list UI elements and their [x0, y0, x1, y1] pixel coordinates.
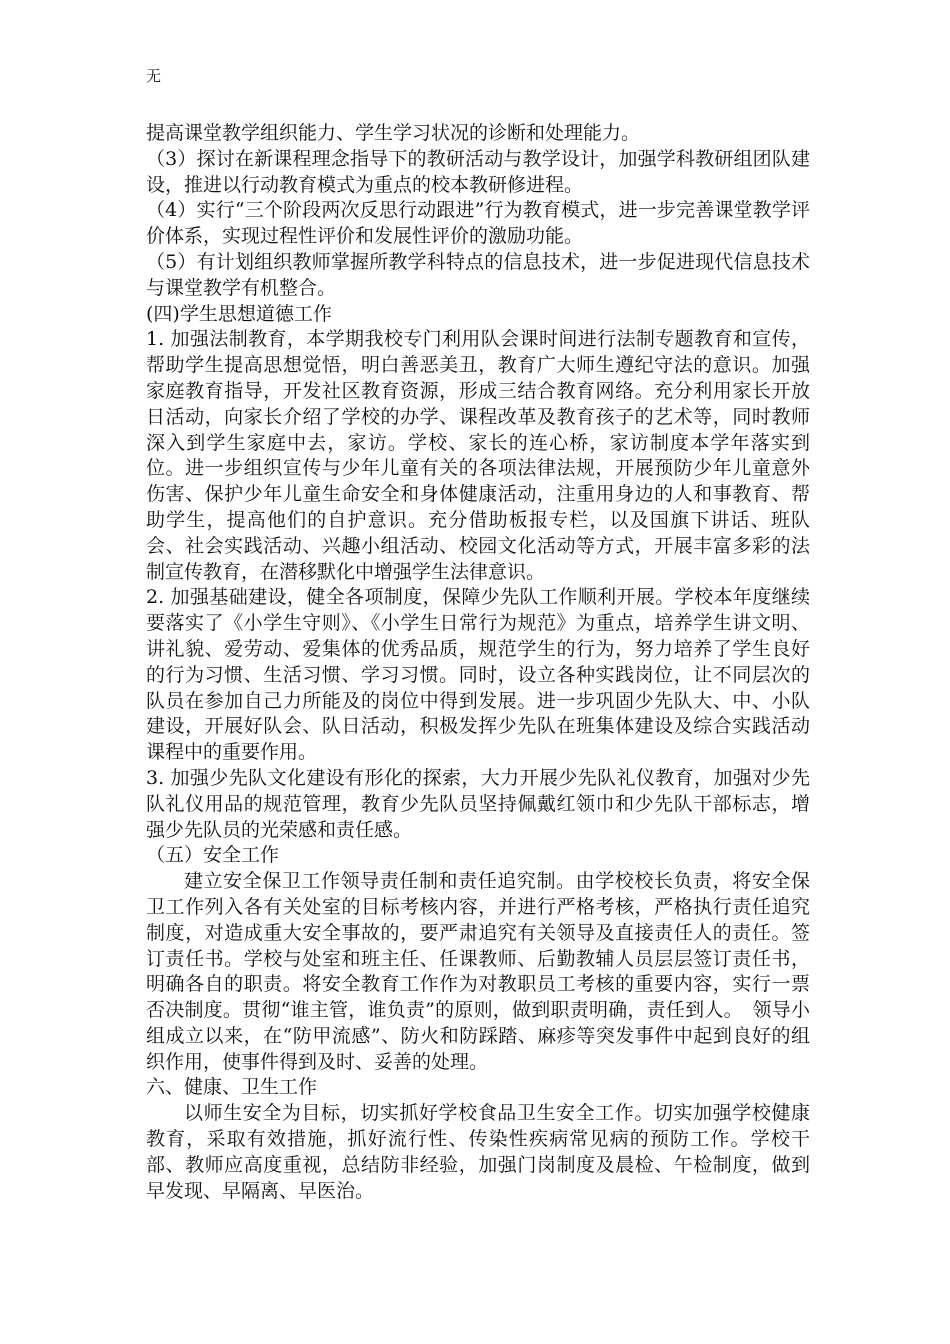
page-header: 无	[146, 67, 162, 85]
paragraph-item-5: （5）有计划组织教师掌握所教学科特点的信息技术，进一步促进现代信息技术与课堂教学有机整合。	[146, 250, 810, 299]
paragraph-safety: 建立安全保卫工作领导责任制和责任追究制。由学校校长负责，将安全保卫工作列入各有关处室的目标考核内容，并进行严格考核，严格执行责任追究制度，对造成重大安全事故的，要严肃追究有关领导及直接责任人的责任。签订责任书。学校与处室和班主任、任课教师、后勤教辅人员层层签订责任书，明确各自的职责。将安全教育工作作为对教职员工考核的重要内容，实行一票否决制度。贯彻“谁主管，谁负责”的原则，做到职责明确，责任到人。 领导小组成立以来，在“防甲流感”、防火和防踩踏、麻疹等突发事件中起到良好的组织作用，使事件得到及时、妥善的处理。	[146, 870, 810, 1073]
paragraph-health: 以师生安全为目标，切实抓好学校食品卫生安全工作。切实加强学校健康教育，采取有效措施，抓好流行性、传染性疾病常见病的预防工作。学校干部、教师应高度重视，总结防非经验，加强门岗制度及晨检、午检制度，做到早发现、早隔离、早医治。	[146, 1102, 810, 1202]
paragraph-item-3: （3）探讨在新课程理念指导下的教研活动与教学设计，加强学科教研组团队建设，推进以行动教育模式为重点的校本教研修进程。	[146, 147, 810, 196]
paragraph-moral-2: 2. 加强基础建设，健全各项制度，保障少先队工作顺利开展。学校本年度继续要落实了《小学生守则》、《小学生日常行为规范》为重点，培养学生讲文明、讲礼貌、爱劳动、爱集体的优秀品质，规范学生的行为，努力培养了学生良好的行为习惯、生活习惯、学习习惯。同时，设立各种实践岗位，让不同层次的队员在参加自己力所能及的岗位中得到发展。进一步巩固少先队大、中、小队建设，开展好队会、队日活动，积极发挥少先队在班集体建设及综合实践活动课程中的重要作用。	[146, 586, 810, 764]
paragraph-continuation: 提高课堂教学组织能力、学生学习状况的诊断和处理能力。	[146, 122, 641, 144]
paragraph-moral-1: 1. 加强法制教育，本学期我校专门利用队会课时间进行法制专题教育和宣传，帮助学生提高思想觉悟，明白善恶美丑，教育广大师生遵纪守法的意识。加强家庭教育指导，开发社区教育资源，形成三结合教育网络。充分利用家长开放日活动，向家长介绍了学校的办学、课程改革及教育孩子的艺术等，同时教师深入到学生家庭中去，家访。学校、家长的连心桥，家访制度本学年落实到位。进一步组织宣传与少年儿童有关的各项法律法规，开展预防少年儿童意外伤害、保护少年儿童生命安全和身体健康活动，注重用身边的人和事教育、帮助学生，提高他们的自护意识。充分借助板报专栏，以及国旗下讲话、班队会、社会实践活动、兴趣小组活动、校园文化活动等方式，开展丰富多彩的法制宣传教育，在潜移默化中增强学生法律意识。	[146, 328, 810, 583]
section-heading-moral-education: (四)学生思想道德工作	[146, 302, 332, 325]
paragraph-moral-3: 3. 加强少先队文化建设有形化的探索，大力开展少先队礼仪教育，加强对少先队礼仪用品的规范管理，教育少先队员坚持佩戴红领巾和少先队干部标志，增强少先队员的光荣感和责任感。	[146, 766, 810, 841]
paragraph-item-4: （4）实行“三个阶段两次反思行动跟进”行为教育模式，进一步完善课堂教学评价体系，实现过程性评价和发展性评价的激励功能。	[146, 199, 810, 248]
document-body	[146, 121, 810, 1204]
section-heading-safety: （五）安全工作	[146, 844, 280, 867]
section-heading-health: 六、健康、卫生工作	[146, 1076, 318, 1099]
